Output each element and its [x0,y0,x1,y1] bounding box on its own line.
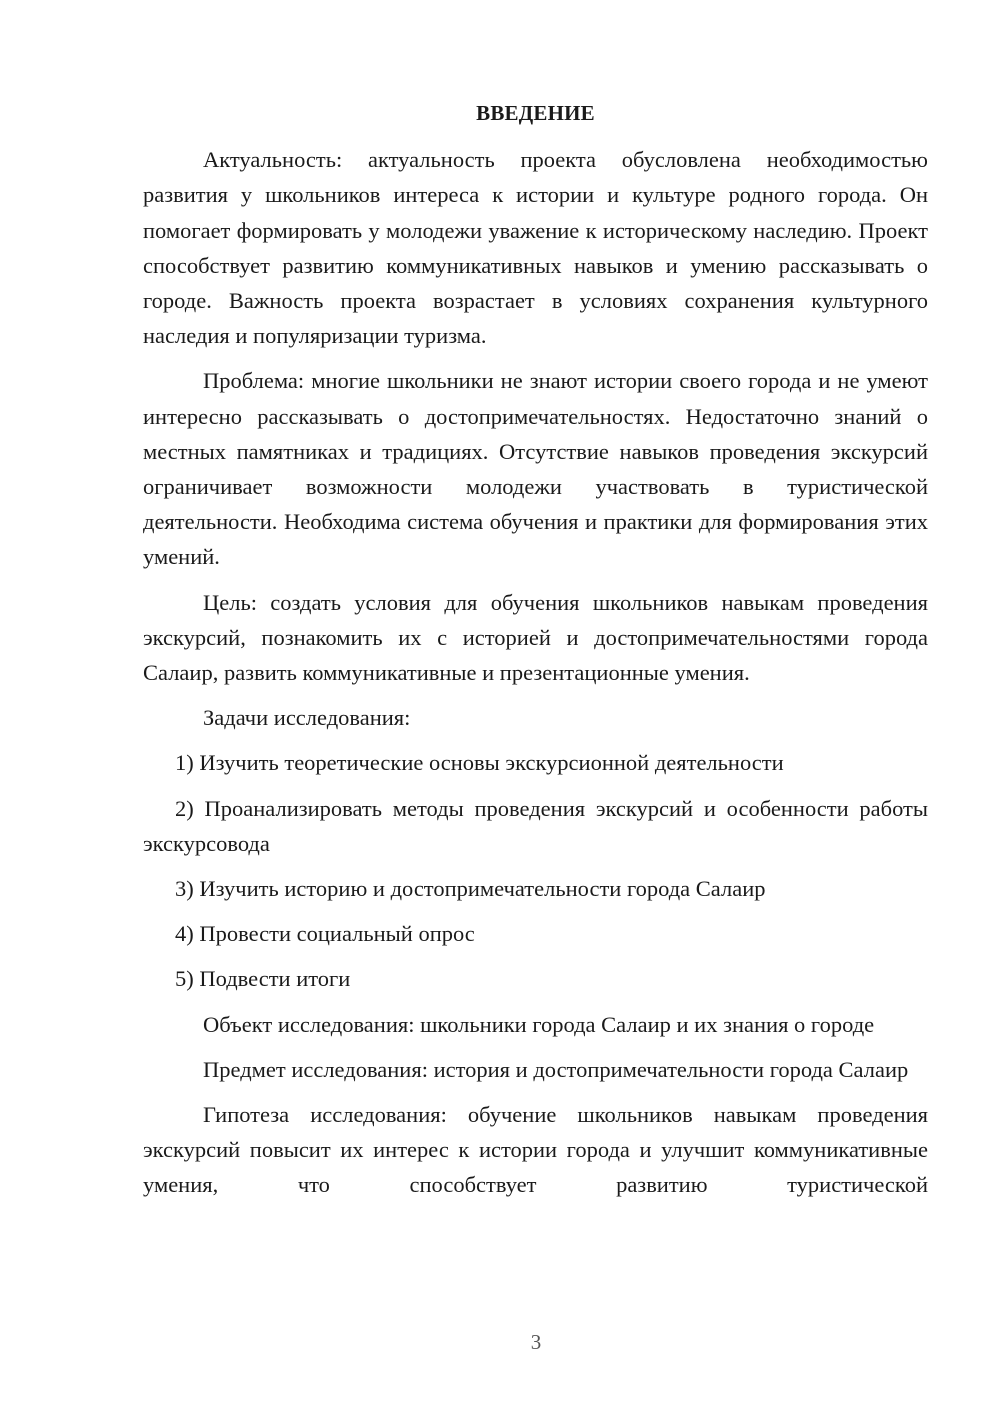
problem-paragraph: Проблема: многие школьники не знают истории своего города и не умеют интересно рассказывать о достопримечательностях. Недостаточно знаний о местных памятниках и традициях. Отсутствие навыков проведения экскурсий ограничивает возможности молодежи участвовать в туристической деятельности. Необходима система обучения и практики для формирования этих умений. [143,368,928,570]
task-item-2: 2) Проанализировать методы проведения экскурсий и особенности работы экскурсовода [143,795,928,856]
subject-paragraph: Предмет исследования: история и достопримечательности города Салаир [203,1056,909,1082]
task-item-1: 1) Изучить теоретические основы экскурсионной деятельности [175,750,784,776]
relevance-paragraph: Актуальность: актуальность проекта обусловлена необходимостью развития у школьников интереса к истории и культуре родного города. Он помогает формировать у молодежи уважение к историческому наследию. Проект способствует развитию коммуникативных навыков и умению рассказывать о городе. Важность проекта возрастает в условиях сохранения культурного наследия и популяризации туризма. [143,147,928,349]
page-content [143,96,928,1213]
object-paragraph: Объект исследования: школьники города Салаир и их знания о городе [203,1011,875,1037]
task-item-3: 3) Изучить историю и достопримечательности города Салаир [175,876,766,902]
goal-paragraph: Цель: создать условия для обучения школьников навыкам проведения экскурсий, познакомить их с историей и достопримечательностями города Салаир, развить коммуникативные и презентационные умения. [143,589,928,686]
page-title: ВВЕДЕНИЕ [476,101,595,125]
task-item-5: 5) Подвести итоги [175,966,351,992]
task-item-4: 4) Провести социальный опрос [175,921,475,947]
page-number: 3 [530,1330,542,1354]
hypothesis-paragraph: Гипотеза исследования: обучение школьников навыкам проведения экскурсий повысит их интерес к истории города и улучшит коммуникативные умения, что способствует развитию туристической [143,1102,928,1198]
tasks-title: Задачи исследования: [203,705,411,731]
